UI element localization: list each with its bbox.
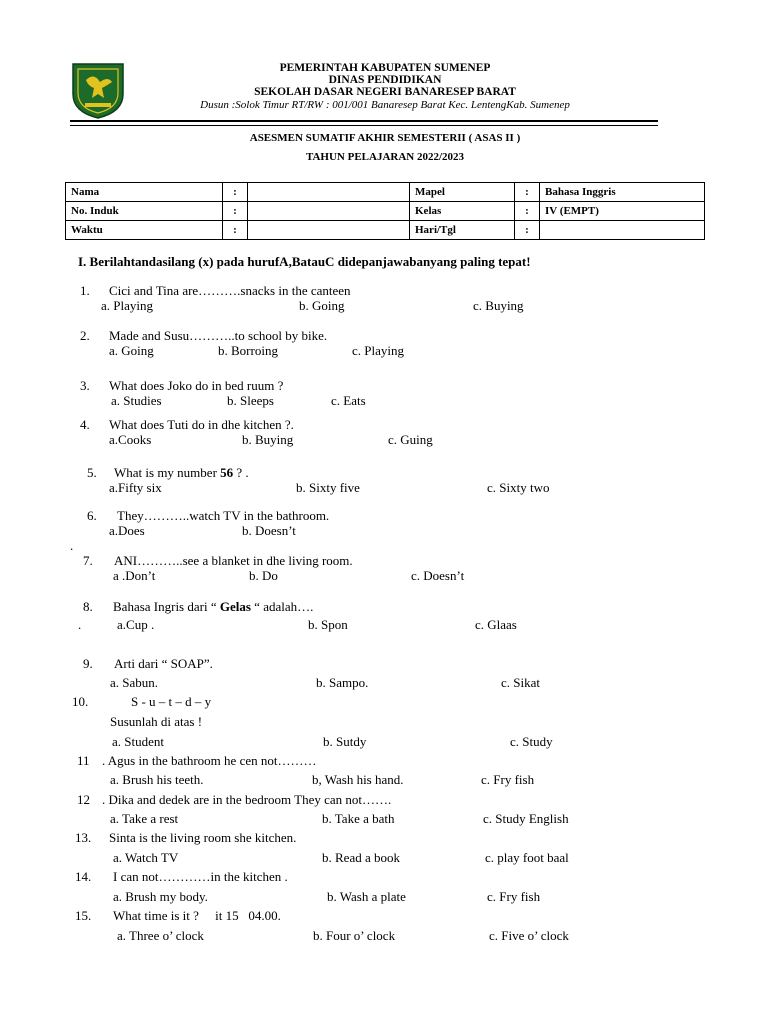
field-hari-tgl[interactable] — [540, 221, 705, 240]
colon: : — [515, 202, 540, 221]
option-a: a. Three o’ clock — [117, 928, 204, 943]
bold-number: 56 — [220, 465, 234, 480]
question-number: 12 — [77, 792, 90, 807]
option-b: b. Read a book — [322, 850, 400, 865]
question-text: What does Joko do in bed ruum ? — [109, 378, 284, 393]
option-b: b, Wash his hand. — [312, 772, 404, 787]
option-a: a.Does — [109, 523, 145, 538]
option-c: c. Study English — [483, 811, 569, 826]
option-a: a.Cup . — [117, 617, 155, 632]
stray-dot: . — [78, 617, 82, 632]
label-nama: Nama — [66, 183, 223, 202]
question-text: Made and Susu………..to school by bike. — [109, 328, 328, 343]
exam-title: ASESMEN SUMATIF AKHIR SEMESTERII ( ASAS II ) — [249, 132, 521, 144]
option-c: c. Guing — [388, 432, 433, 447]
option-c: c. Doesn’t — [411, 568, 465, 583]
label-no-induk: No. Induk — [66, 202, 223, 221]
option-b: b. Buying — [242, 432, 294, 447]
question-text: . Dika and dedek are in the bedroom They can not……. — [102, 792, 392, 807]
question-number: 3. — [80, 378, 90, 393]
school-emblem-logo — [70, 60, 126, 120]
label-kelas: Kelas — [410, 202, 515, 221]
label-mapel: Mapel — [410, 183, 515, 202]
option-b: b. Going — [299, 298, 345, 313]
option-a: a. Studies — [111, 393, 162, 408]
question-text: What time is it ? it 15 04.00. — [113, 908, 281, 923]
question-text: Cici and Tina are……….snacks in the canteen — [109, 283, 351, 298]
option-a: a. Brush his teeth. — [110, 772, 204, 787]
option-b: b. Spon — [308, 617, 348, 632]
question-text: . Agus in the bathroom he cen not……… — [102, 753, 317, 768]
option-c: c. Playing — [352, 343, 404, 358]
colon: : — [223, 202, 248, 221]
option-b: b. Sutdy — [323, 734, 367, 749]
question-number: 1. — [80, 283, 90, 298]
header-divider-thin — [70, 125, 658, 126]
option-b: b. Doesn’t — [242, 523, 296, 538]
colon: : — [515, 183, 540, 202]
option-b: b. Borroing — [218, 343, 278, 358]
option-b: b. Four o’ clock — [313, 928, 396, 943]
option-c: c. Sixty two — [487, 480, 550, 495]
question-number: 14. — [75, 869, 92, 884]
question-number: 6. — [87, 508, 97, 523]
option-a: a. Take a rest — [110, 811, 179, 826]
option-b: b. Do — [249, 568, 278, 583]
colon: : — [515, 221, 540, 240]
stray-dot: . — [70, 538, 74, 553]
question-text: They………..watch TV in the bathroom. — [117, 508, 330, 523]
option-a: a. Playing — [101, 298, 153, 313]
section-instruction: I. Berilahtandasilang (x) pada hurufA,BatauC didepanjawabanyang paling tepat! — [78, 254, 531, 269]
question-number: 4. — [80, 417, 90, 432]
label-waktu: Waktu — [66, 221, 223, 240]
question-text: What is my number 56 ? . — [114, 465, 249, 480]
question-number: 5. — [87, 465, 97, 480]
question-number: 7. — [83, 553, 93, 568]
field-nama[interactable] — [248, 183, 410, 202]
value-mapel: Bahasa Inggris — [540, 183, 705, 202]
option-c: c. Sikat — [501, 675, 540, 690]
option-a: a. Brush my body. — [113, 889, 208, 904]
field-waktu[interactable] — [248, 221, 410, 240]
option-c: c. Glaas — [475, 617, 517, 632]
header-government: PEMERINTAH KABUPATEN SUMENEP — [279, 62, 491, 74]
student-info-table — [65, 182, 705, 240]
option-b: b. Sixty five — [296, 480, 360, 495]
option-c: c. Fry fish — [487, 889, 541, 904]
label-hari-tgl: Hari/Tgl — [410, 221, 515, 240]
question-number: 11 — [77, 753, 90, 768]
option-c: c. Eats — [331, 393, 366, 408]
question-text: I can not…………in the kitchen . — [113, 869, 288, 884]
scrambled-letters: S - u – t – d – y — [131, 694, 212, 709]
question-number: 10. — [72, 694, 89, 709]
option-a: a.Fifty six — [109, 480, 162, 495]
header-divider — [70, 120, 658, 122]
option-a: a. Sabun. — [110, 675, 159, 690]
exam-year: TAHUN PELAJARAN 2022/2023 — [305, 151, 465, 163]
value-kelas: IV (EMPT) — [540, 202, 705, 221]
colon: : — [223, 221, 248, 240]
option-c: c. play foot baal — [485, 850, 569, 865]
header-school-name: SEKOLAH DASAR NEGERI BANARESEP BARAT — [254, 86, 516, 98]
option-a: a. Watch TV — [113, 850, 179, 865]
option-b: b. Wash a plate — [327, 889, 406, 904]
question-text: ANI………..see a blanket in dhe living room. — [114, 553, 353, 568]
header-address: Dusun :Solok Timur RT/RW : 001/001 Banaresep Barat Kec. LentengKab. Sumenep — [200, 99, 570, 111]
question-number: 8. — [83, 599, 93, 614]
option-c: c. Study — [510, 734, 553, 749]
question-text: Sinta is the living room she kitchen. — [109, 830, 297, 845]
option-b: b. Sleeps — [227, 393, 274, 408]
option-a: a. Going — [109, 343, 154, 358]
question-text: Susunlah di atas ! — [110, 714, 203, 729]
option-b: b. Sampo. — [316, 675, 369, 690]
option-c: c. Buying — [473, 298, 524, 313]
option-a: a.Cooks — [109, 432, 152, 447]
question-number: 13. — [75, 830, 92, 845]
question-number: 9. — [83, 656, 93, 671]
question-text: Arti dari “ SOAP”. — [114, 656, 213, 671]
option-c: c. Five o’ clock — [489, 928, 569, 943]
option-b: b. Take a bath — [322, 811, 395, 826]
bold-word: Gelas — [219, 599, 251, 614]
question-number: 2. — [80, 328, 90, 343]
option-a: a. Student — [112, 734, 164, 749]
field-no-induk[interactable] — [248, 202, 410, 221]
option-a: a .Don’t — [113, 568, 156, 583]
header-department: DINAS PENDIDIKAN — [328, 74, 442, 86]
question-text: Bahasa Ingris dari “ Gelas “ adalah…. — [113, 599, 314, 614]
question-text: What does Tuti do in dhe kitchen ?. — [109, 417, 294, 432]
option-c: c. Fry fish — [481, 772, 535, 787]
question-number: 15. — [75, 908, 92, 923]
colon: : — [223, 183, 248, 202]
